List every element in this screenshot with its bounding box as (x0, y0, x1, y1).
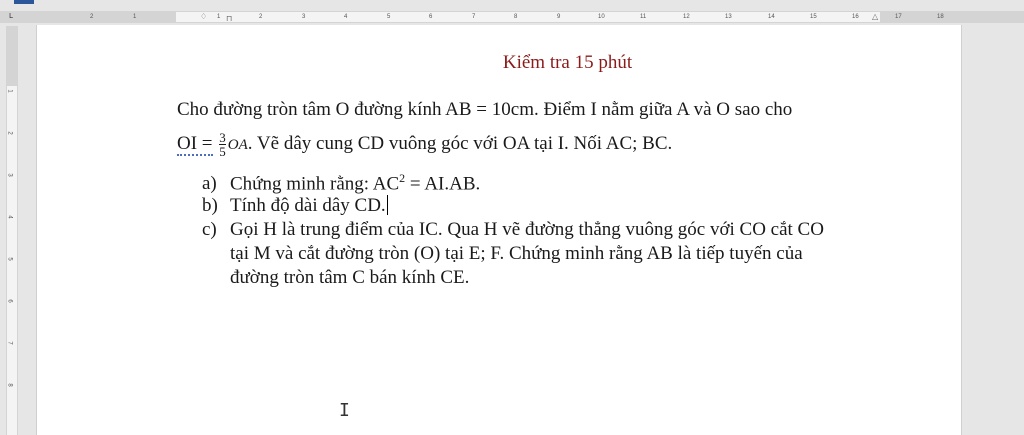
list-item-text: = AI.AB. (405, 173, 481, 195)
ruler-number: 3 (6, 173, 13, 177)
list-item (202, 219, 824, 241)
ruler-number: 1 (217, 14, 221, 20)
ruler-number: 18 (937, 14, 944, 20)
ruler-number: 16 (852, 14, 859, 20)
superscript: 2 (399, 171, 406, 185)
fraction (219, 131, 226, 158)
list-item-text: Chứng minh rằng: AC (230, 173, 400, 195)
text-cursor-icon: I (339, 400, 350, 421)
hanging-indent-marker[interactable]: ♢ (200, 12, 208, 21)
list-item (202, 195, 388, 217)
ruler-number: 4 (6, 215, 13, 219)
list-item-label: b) (202, 195, 218, 216)
ruler-number: 17 (895, 14, 902, 20)
ruler-number: 1 (6, 89, 13, 93)
list-item-label: c) (202, 219, 217, 240)
fraction-numerator: 3 (219, 130, 226, 145)
ruler-number: 11 (640, 14, 647, 20)
list-item-continuation: tại M và cắt đường tròn (O) tại E; F. Chứng minh rằng AB là tiếp tuyến của (230, 243, 803, 264)
ruler-number: 2 (259, 14, 263, 20)
ruler-number: 8 (514, 14, 518, 20)
ruler-number: 12 (683, 14, 690, 20)
ruler-number: 5 (387, 14, 391, 20)
ruler-number: 2 (6, 131, 13, 135)
ruler-number: 5 (6, 257, 13, 261)
vertical-ruler[interactable] (6, 26, 18, 435)
ruler-number: 6 (429, 14, 433, 20)
window-accent (14, 0, 34, 4)
ruler-number: 15 (810, 14, 817, 20)
oa-term: OA (227, 136, 248, 153)
list-item (202, 171, 480, 195)
document-body[interactable] (37, 25, 961, 435)
ruler-number: 14 (768, 14, 775, 20)
ruler-number: 2 (90, 14, 94, 20)
right-indent-marker[interactable]: △ (872, 12, 879, 21)
page-title: Kiểm tra 15 phút (502, 52, 633, 73)
ruler-number: 6 (6, 299, 13, 303)
problem-line-1: Cho đường tròn tâm O đường kính AB = 10cm. Điểm I nằm giữa A và O sao cho (177, 99, 793, 120)
list-item-text: Gọi H là trung điểm của IC. Qua H vẽ đường thẳng vuông góc với CO cắt CO (230, 219, 824, 240)
text-caret (387, 195, 388, 215)
fraction-denominator: 5 (219, 144, 226, 159)
list-item-label: a) (202, 173, 217, 195)
problem-line-2-text: . Vẽ dây cung CD vuông góc với OA tại I. Nối AC; BC. (247, 132, 673, 154)
ruler-number: 7 (6, 341, 13, 345)
list-item-text: Tính độ dài dây CD. (230, 195, 386, 216)
tab-stop-icon[interactable]: L (9, 12, 13, 20)
ruler-number: 3 (302, 14, 306, 20)
ruler-number: 1 (133, 14, 137, 20)
oi-equation: OI = (177, 132, 213, 154)
ruler-number: 4 (344, 14, 348, 20)
ruler-number: 13 (725, 14, 732, 20)
ruler-number: 10 (598, 14, 605, 20)
ruler-number: 9 (557, 14, 561, 20)
list-item-continuation: đường tròn tâm C bán kính CE. (230, 267, 470, 288)
ruler-number: 7 (472, 14, 476, 20)
document-page[interactable] (36, 25, 962, 435)
ruler-number: 8 (6, 383, 13, 387)
horizontal-ruler[interactable] (0, 11, 1024, 23)
problem-line-2 (177, 131, 672, 158)
left-indent-marker[interactable]: ⊓ (226, 14, 233, 23)
